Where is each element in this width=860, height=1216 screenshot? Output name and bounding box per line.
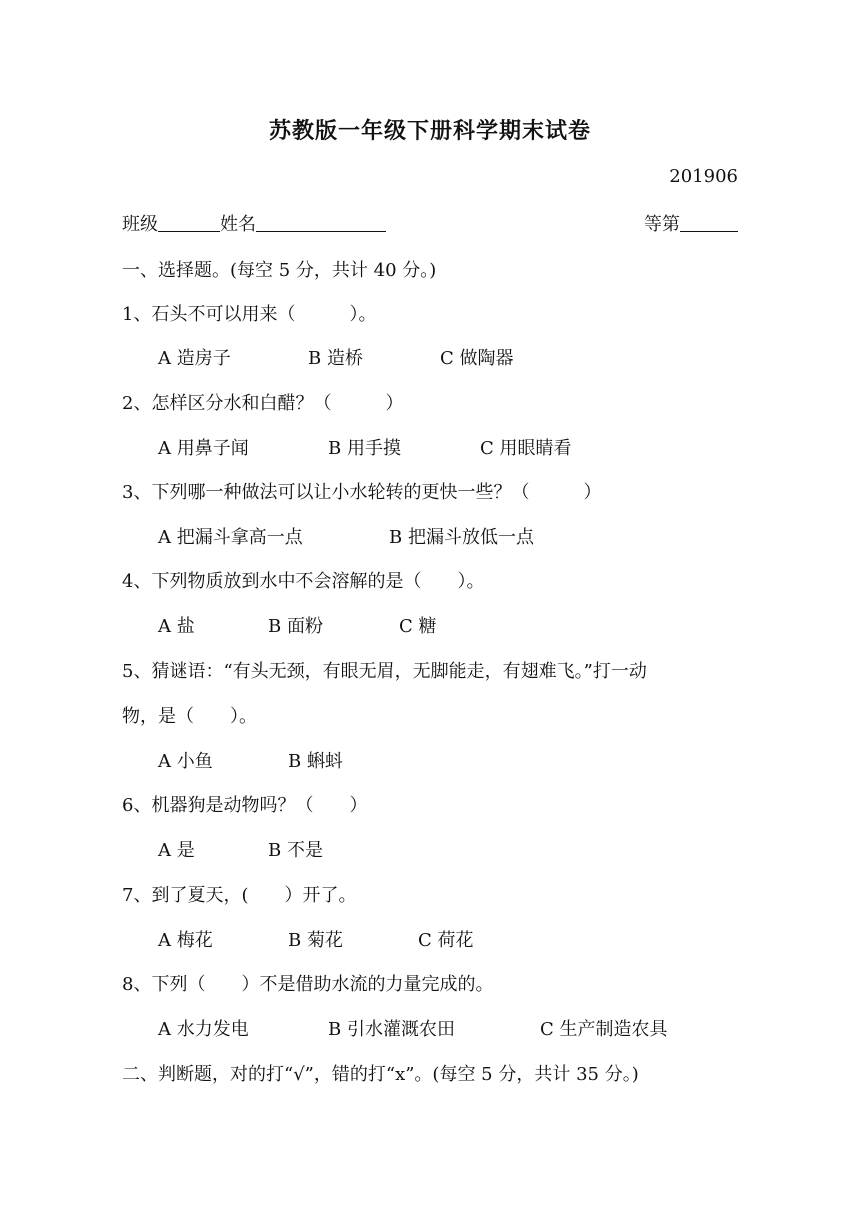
option-b: B 造桥 [308, 348, 363, 369]
option-a: A 造房子 [158, 348, 231, 369]
options-6 [158, 836, 323, 862]
section1-heading: 一、选择题。(每空 5 分，共计 40 分。) [122, 260, 437, 281]
class-blank [158, 213, 220, 232]
option-b: B 蝌蚪 [288, 751, 343, 772]
option-c: C 糖 [399, 616, 437, 637]
grade-label: 等第 [644, 214, 680, 235]
option-c: C 荷花 [418, 930, 474, 951]
question-1: 1、石头不可以用来（ ）。 [122, 304, 377, 325]
option-a: A 是 [158, 840, 195, 861]
question-7: 7、到了夏天，( ）开了。 [122, 885, 357, 906]
option-b: B 用手摸 [328, 438, 401, 459]
question-8: 8、下列（ ）不是借助水流的力量完成的。 [122, 974, 494, 995]
name-label: 姓名 [220, 214, 256, 235]
option-b: B 把漏斗放低一点 [389, 527, 534, 548]
option-c: C 生产制造农具 [540, 1019, 668, 1040]
student-info-row [122, 210, 386, 236]
options-1 [158, 344, 514, 370]
option-a: A 梅花 [158, 930, 213, 951]
question-3: 3、下列哪一种做法可以让小水轮转的更快一些？（ ） [122, 482, 602, 503]
grade-field [644, 210, 738, 236]
options-4 [158, 612, 437, 638]
option-b: B 菊花 [288, 930, 343, 951]
option-a: A 盐 [158, 616, 195, 637]
exam-date: 201906 [669, 166, 738, 187]
options-8 [158, 1015, 668, 1041]
option-a: A 用鼻子闻 [158, 438, 249, 459]
options-3 [158, 523, 534, 549]
options-2 [158, 434, 572, 460]
class-label: 班级 [122, 214, 158, 235]
question-5-line-1: 5、猜谜语：“有头无颈，有眼无眉，无脚能走，有翅难飞。”打一动 [122, 661, 647, 682]
question-5-line-2: 物，是（ ）。 [122, 706, 257, 727]
name-blank [256, 213, 386, 232]
question-4: 4、下列物质放到水中不会溶解的是（ ）。 [122, 571, 485, 592]
option-a: A 小鱼 [158, 751, 213, 772]
question-2: 2、怎样区分水和白醋？（ ） [122, 393, 404, 414]
option-b: B 面粉 [268, 616, 323, 637]
option-c: C 做陶器 [440, 348, 514, 369]
question-6: 6、机器狗是动物吗？（ ） [122, 795, 368, 816]
option-b: B 引水灌溉农田 [328, 1019, 455, 1040]
grade-blank [680, 213, 738, 232]
option-b: B 不是 [268, 840, 323, 861]
options-5 [158, 747, 343, 773]
option-a: A 水力发电 [158, 1019, 249, 1040]
section2-heading: 二、判断题，对的打“√”，错的打“x”。(每空 5 分，共计 35 分。) [122, 1064, 639, 1085]
options-7 [158, 926, 474, 952]
option-a: A 把漏斗拿高一点 [158, 527, 303, 548]
option-c: C 用眼睛看 [480, 438, 572, 459]
page-title: 苏教版一年级下册科学期末试卷 [268, 118, 591, 144]
